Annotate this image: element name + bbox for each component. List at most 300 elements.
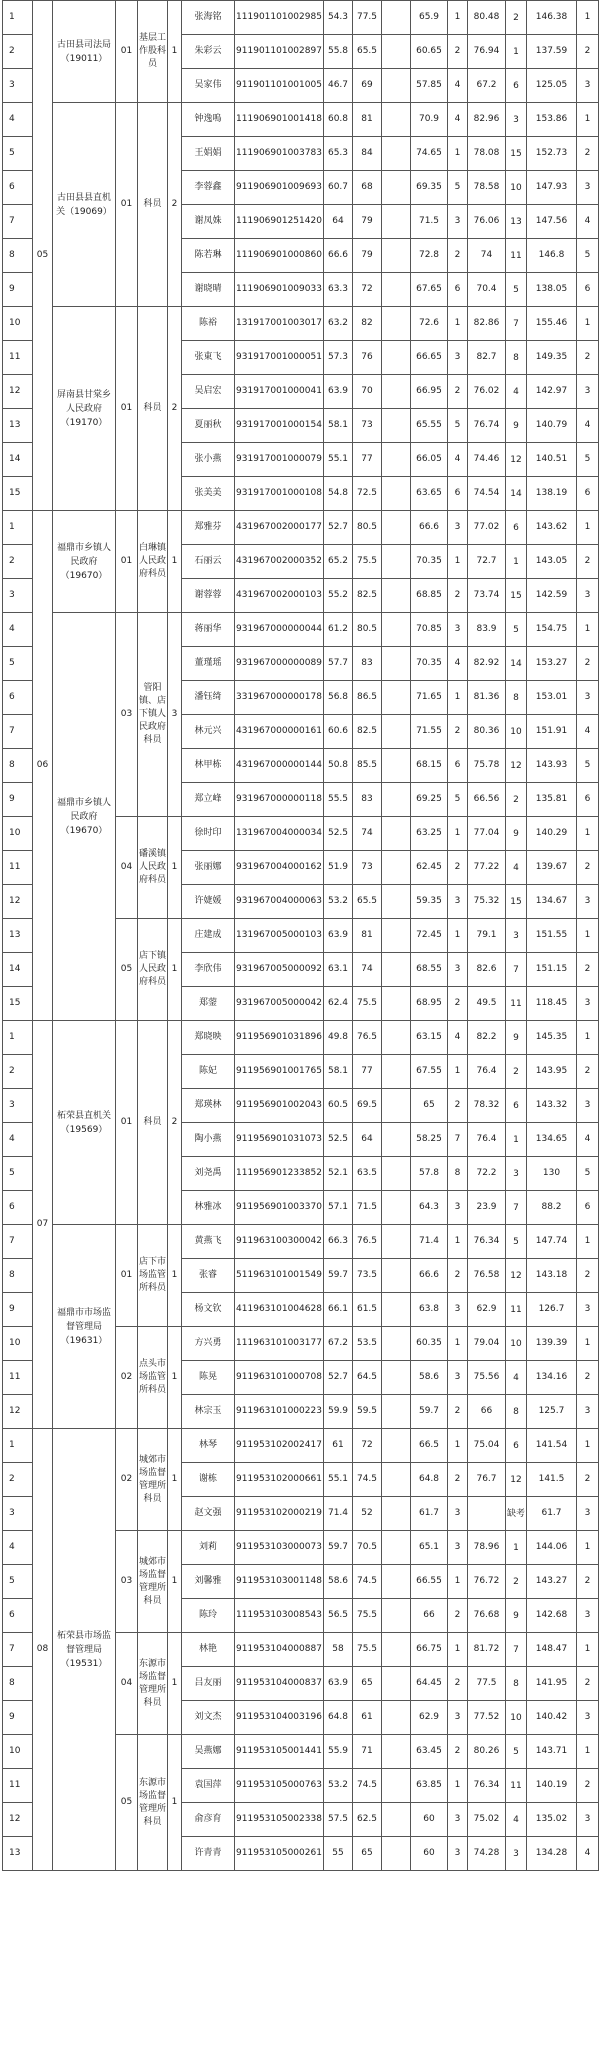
written-score: 53.2 [324, 885, 353, 919]
ticket-number: 931917001000154 [235, 409, 324, 443]
candidate-name: 陈玲 [182, 1599, 235, 1633]
post-quota: 3 [168, 613, 182, 817]
final-rank: 4 [506, 375, 527, 409]
ticket-number: 111963101003177 [235, 1327, 324, 1361]
unit-name: 福鼎市乡镇人民政府（19670） [53, 511, 116, 613]
total-score: 67.65 [411, 273, 448, 307]
total-score: 65.55 [411, 409, 448, 443]
overall-rank: 3 [577, 1701, 599, 1735]
dept-code: 07 [33, 1021, 53, 1429]
final-rank: 7 [506, 1633, 527, 1667]
total-rank: 3 [448, 1701, 468, 1735]
extra-score [382, 783, 411, 817]
ticket-number: 111906901000860 [235, 239, 324, 273]
total-score: 64.3 [411, 1191, 448, 1225]
written-score: 60.8 [324, 103, 353, 137]
overall-rank: 3 [577, 987, 599, 1021]
overall-score: 153.01 [527, 681, 577, 715]
total-score: 64.8 [411, 1463, 448, 1497]
final-score: 76.7 [468, 1463, 506, 1497]
overall-rank: 2 [577, 1769, 599, 1803]
interview-score: 83 [353, 647, 382, 681]
final-score: 74.46 [468, 443, 506, 477]
extra-score [382, 1769, 411, 1803]
total-score: 70.9 [411, 103, 448, 137]
total-score: 70.85 [411, 613, 448, 647]
total-rank: 1 [448, 137, 468, 171]
extra-score [382, 1599, 411, 1633]
written-score: 57.1 [324, 1191, 353, 1225]
total-score: 63.25 [411, 817, 448, 851]
overall-score: 141.54 [527, 1429, 577, 1463]
overall-rank: 1 [577, 613, 599, 647]
interview-score: 73 [353, 409, 382, 443]
overall-score: 138.05 [527, 273, 577, 307]
interview-score: 74.5 [353, 1769, 382, 1803]
ticket-number: 931967004000162 [235, 851, 324, 885]
interview-score: 61 [353, 1701, 382, 1735]
overall-score: 142.97 [527, 375, 577, 409]
ticket-number: 111906901001418 [235, 103, 324, 137]
total-score: 69.35 [411, 171, 448, 205]
total-rank: 6 [448, 749, 468, 783]
row-number: 5 [3, 1157, 33, 1191]
overall-rank: 2 [577, 1463, 599, 1497]
extra-score [382, 1089, 411, 1123]
ticket-number: 931917001000079 [235, 443, 324, 477]
total-score: 66.5 [411, 1429, 448, 1463]
overall-score: 153.86 [527, 103, 577, 137]
overall-score: 145.35 [527, 1021, 577, 1055]
final-score: 82.2 [468, 1021, 506, 1055]
candidate-name: 刘馨雅 [182, 1565, 235, 1599]
final-score: 77.22 [468, 851, 506, 885]
written-score: 65.2 [324, 545, 353, 579]
interview-score: 74.5 [353, 1565, 382, 1599]
candidate-name: 谢凤姝 [182, 205, 235, 239]
final-score: 67.2 [468, 69, 506, 103]
total-score: 64.45 [411, 1667, 448, 1701]
final-rank: 15 [506, 885, 527, 919]
row-number: 1 [3, 511, 33, 545]
candidate-name: 李欣伟 [182, 953, 235, 987]
total-rank: 1 [448, 545, 468, 579]
extra-score [382, 511, 411, 545]
overall-score: 149.35 [527, 341, 577, 375]
overall-score: 140.51 [527, 443, 577, 477]
final-score: 82.96 [468, 103, 506, 137]
final-score: 76.58 [468, 1259, 506, 1293]
overall-score: 142.68 [527, 1599, 577, 1633]
table-row [3, 103, 599, 137]
row-number: 11 [3, 341, 33, 375]
ticket-number: 111901101002985 [235, 1, 324, 35]
extra-score [382, 69, 411, 103]
final-rank: 3 [506, 1157, 527, 1191]
total-score: 71.55 [411, 715, 448, 749]
candidate-name: 袁国萍 [182, 1769, 235, 1803]
final-score: 77.02 [468, 511, 506, 545]
final-rank: 5 [506, 273, 527, 307]
total-score: 72.8 [411, 239, 448, 273]
candidate-name: 谢栋 [182, 1463, 235, 1497]
total-rank: 3 [448, 953, 468, 987]
candidate-name: 庄建成 [182, 919, 235, 953]
overall-score: 153.27 [527, 647, 577, 681]
total-rank: 3 [448, 1531, 468, 1565]
overall-score: 135.81 [527, 783, 577, 817]
extra-score [382, 1225, 411, 1259]
total-score: 58.25 [411, 1123, 448, 1157]
final-rank: 15 [506, 137, 527, 171]
row-number: 12 [3, 1803, 33, 1837]
unit-name: 屏南县甘棠乡人民政府（19170） [53, 307, 116, 511]
total-rank: 2 [448, 1463, 468, 1497]
overall-score: 143.32 [527, 1089, 577, 1123]
dept-code: 06 [33, 511, 53, 1021]
total-score: 68.15 [411, 749, 448, 783]
overall-rank: 3 [577, 1293, 599, 1327]
interview-score: 52 [353, 1497, 382, 1531]
final-score: 79.1 [468, 919, 506, 953]
overall-rank: 3 [577, 1395, 599, 1429]
extra-score [382, 1, 411, 35]
total-rank: 3 [448, 1191, 468, 1225]
extra-score [382, 953, 411, 987]
overall-rank: 1 [577, 817, 599, 851]
extra-score [382, 1531, 411, 1565]
overall-rank: 2 [577, 953, 599, 987]
score-table [2, 0, 599, 1871]
ticket-number: 911953104000887 [235, 1633, 324, 1667]
overall-score: 146.8 [527, 239, 577, 273]
total-rank: 6 [448, 477, 468, 511]
total-rank: 4 [448, 647, 468, 681]
ticket-number: 911953105000261 [235, 1837, 324, 1871]
total-score: 62.45 [411, 851, 448, 885]
row-number: 2 [3, 1463, 33, 1497]
candidate-name: 钟逸嗚 [182, 103, 235, 137]
interview-score: 75.5 [353, 1599, 382, 1633]
total-score: 57.8 [411, 1157, 448, 1191]
ticket-number: 411963101004628 [235, 1293, 324, 1327]
written-score: 52.7 [324, 511, 353, 545]
final-rank: 8 [506, 1667, 527, 1701]
row-number: 13 [3, 919, 33, 953]
interview-score: 84 [353, 137, 382, 171]
ticket-number: 911963100300042 [235, 1225, 324, 1259]
ticket-number: 911953104003196 [235, 1701, 324, 1735]
total-score: 70.35 [411, 545, 448, 579]
final-score: 74.54 [468, 477, 506, 511]
final-score: 75.78 [468, 749, 506, 783]
written-score: 64 [324, 205, 353, 239]
post-quota: 1 [168, 511, 182, 613]
candidate-name: 陈若琳 [182, 239, 235, 273]
overall-rank: 6 [577, 1191, 599, 1225]
ticket-number: 911953102002417 [235, 1429, 324, 1463]
final-score: 82.86 [468, 307, 506, 341]
overall-rank: 4 [577, 1123, 599, 1157]
total-score: 57.85 [411, 69, 448, 103]
interview-score: 77.5 [353, 1, 382, 35]
final-rank: 9 [506, 817, 527, 851]
total-rank: 3 [448, 1497, 468, 1531]
total-score: 71.4 [411, 1225, 448, 1259]
row-number: 2 [3, 545, 33, 579]
written-score: 55.1 [324, 1463, 353, 1497]
row-number: 9 [3, 1293, 33, 1327]
final-score: 81.72 [468, 1633, 506, 1667]
candidate-name: 王娟娟 [182, 137, 235, 171]
final-score: 76.02 [468, 375, 506, 409]
post-code: 03 [116, 613, 138, 817]
interview-score: 65 [353, 1667, 382, 1701]
interview-score: 53.5 [353, 1327, 382, 1361]
final-score: 81.36 [468, 681, 506, 715]
row-number: 13 [3, 1837, 33, 1871]
overall-score: 141.95 [527, 1667, 577, 1701]
extra-score [382, 1667, 411, 1701]
post-quota: 1 [168, 1735, 182, 1871]
row-number: 6 [3, 1599, 33, 1633]
interview-score: 79 [353, 239, 382, 273]
final-score: 76.74 [468, 409, 506, 443]
total-rank: 2 [448, 375, 468, 409]
total-score: 65 [411, 1089, 448, 1123]
candidate-name: 许青青 [182, 1837, 235, 1871]
final-score: 79.04 [468, 1327, 506, 1361]
post-code: 01 [116, 1, 138, 103]
final-rank: 12 [506, 443, 527, 477]
candidate-name: 徐时印 [182, 817, 235, 851]
dept-code: 08 [33, 1429, 53, 1871]
written-score: 49.8 [324, 1021, 353, 1055]
row-number: 1 [3, 1429, 33, 1463]
overall-score: 155.46 [527, 307, 577, 341]
total-score: 66.6 [411, 1259, 448, 1293]
ticket-number: 931967000000044 [235, 613, 324, 647]
overall-score: 134.67 [527, 885, 577, 919]
final-rank: 11 [506, 239, 527, 273]
final-rank: 14 [506, 647, 527, 681]
interview-score: 80.5 [353, 613, 382, 647]
row-number: 4 [3, 1531, 33, 1565]
post-quota: 2 [168, 1021, 182, 1225]
written-score: 59.9 [324, 1395, 353, 1429]
final-rank: 2 [506, 783, 527, 817]
final-rank: 5 [506, 1225, 527, 1259]
written-score: 67.2 [324, 1327, 353, 1361]
row-number: 3 [3, 1089, 33, 1123]
final-rank: 6 [506, 1429, 527, 1463]
extra-score [382, 1701, 411, 1735]
row-number: 14 [3, 443, 33, 477]
final-rank: 缺考 [506, 1497, 527, 1531]
unit-name: 柘荣县直机关（19569） [53, 1021, 116, 1225]
extra-score [382, 1803, 411, 1837]
overall-rank: 6 [577, 783, 599, 817]
extra-score [382, 1021, 411, 1055]
candidate-name: 张睿 [182, 1259, 235, 1293]
final-score: 73.74 [468, 579, 506, 613]
candidate-name: 林甲栋 [182, 749, 235, 783]
extra-score [382, 1565, 411, 1599]
post-title: 科员 [138, 1021, 168, 1225]
overall-score: 154.75 [527, 613, 577, 647]
row-number: 6 [3, 681, 33, 715]
extra-score [382, 885, 411, 919]
overall-score: 118.45 [527, 987, 577, 1021]
extra-score [382, 545, 411, 579]
total-rank: 1 [448, 307, 468, 341]
candidate-name: 李蓉鑫 [182, 171, 235, 205]
overall-rank: 3 [577, 1089, 599, 1123]
ticket-number: 911953105001441 [235, 1735, 324, 1769]
total-rank: 3 [448, 1803, 468, 1837]
table-row [3, 1429, 599, 1463]
total-rank: 2 [448, 1599, 468, 1633]
final-rank: 5 [506, 1735, 527, 1769]
total-rank: 2 [448, 35, 468, 69]
overall-rank: 3 [577, 1497, 599, 1531]
candidate-name: 刘尧禹 [182, 1157, 235, 1191]
overall-rank: 4 [577, 715, 599, 749]
total-rank: 2 [448, 1259, 468, 1293]
written-score: 55 [324, 1837, 353, 1871]
post-title: 东源市场监督管理所科员 [138, 1735, 168, 1871]
final-score: 80.48 [468, 1, 506, 35]
overall-score: 143.71 [527, 1735, 577, 1769]
overall-score: 143.05 [527, 545, 577, 579]
candidate-name: 陈裕 [182, 307, 235, 341]
unit-name: 福鼎市乡镇人民政府（19670） [53, 613, 116, 1021]
overall-rank: 2 [577, 137, 599, 171]
total-score: 59.7 [411, 1395, 448, 1429]
final-rank: 13 [506, 205, 527, 239]
ticket-number: 131967004000034 [235, 817, 324, 851]
candidate-name: 吴启宏 [182, 375, 235, 409]
row-number: 9 [3, 273, 33, 307]
overall-score: 151.91 [527, 715, 577, 749]
extra-score [382, 1837, 411, 1871]
written-score: 57.3 [324, 341, 353, 375]
ticket-number: 331967000000178 [235, 681, 324, 715]
ticket-number: 431967002000177 [235, 511, 324, 545]
extra-score [382, 1259, 411, 1293]
candidate-name: 方兴勇 [182, 1327, 235, 1361]
written-score: 52.5 [324, 817, 353, 851]
total-rank: 5 [448, 409, 468, 443]
row-number: 11 [3, 851, 33, 885]
overall-rank: 3 [577, 579, 599, 613]
row-number: 5 [3, 1565, 33, 1599]
final-rank: 9 [506, 1599, 527, 1633]
interview-score: 63.5 [353, 1157, 382, 1191]
overall-score: 135.02 [527, 1803, 577, 1837]
total-score: 65.9 [411, 1, 448, 35]
candidate-name: 郑晓映 [182, 1021, 235, 1055]
overall-score: 61.7 [527, 1497, 577, 1531]
overall-score: 134.28 [527, 1837, 577, 1871]
candidate-name: 刘莉 [182, 1531, 235, 1565]
final-score: 80.36 [468, 715, 506, 749]
ticket-number: 931917001000051 [235, 341, 324, 375]
final-score: 75.32 [468, 885, 506, 919]
final-score: 76.34 [468, 1769, 506, 1803]
row-number: 11 [3, 1361, 33, 1395]
extra-score [382, 1735, 411, 1769]
written-score: 71.4 [324, 1497, 353, 1531]
interview-score: 64 [353, 1123, 382, 1157]
ticket-number: 131967005000103 [235, 919, 324, 953]
post-title: 店下市场监管所科员 [138, 1225, 168, 1327]
overall-score: 138.19 [527, 477, 577, 511]
final-score: 77.5 [468, 1667, 506, 1701]
post-title: 白琳镇人民政府科员 [138, 511, 168, 613]
final-rank: 1 [506, 35, 527, 69]
written-score: 63.3 [324, 273, 353, 307]
overall-rank: 1 [577, 1531, 599, 1565]
row-number: 15 [3, 987, 33, 1021]
row-number: 6 [3, 171, 33, 205]
final-score: 76.68 [468, 1599, 506, 1633]
post-title: 城郊市场监督管理所科员 [138, 1429, 168, 1531]
final-score: 78.32 [468, 1089, 506, 1123]
final-score: 23.9 [468, 1191, 506, 1225]
post-quota: 1 [168, 1, 182, 103]
total-score: 71.5 [411, 205, 448, 239]
candidate-name: 谢晓晴 [182, 273, 235, 307]
extra-score [382, 1361, 411, 1395]
interview-score: 82 [353, 307, 382, 341]
candidate-name: 朱彩云 [182, 35, 235, 69]
final-score: 75.04 [468, 1429, 506, 1463]
candidate-name: 郑雅芬 [182, 511, 235, 545]
table-row [3, 1225, 599, 1259]
post-quota: 1 [168, 1633, 182, 1735]
overall-score: 143.93 [527, 749, 577, 783]
ticket-number: 911953105002338 [235, 1803, 324, 1837]
overall-rank: 1 [577, 103, 599, 137]
overall-rank: 3 [577, 375, 599, 409]
row-number: 8 [3, 1259, 33, 1293]
interview-score: 70.5 [353, 1531, 382, 1565]
ticket-number: 911953102000661 [235, 1463, 324, 1497]
dept-code: 05 [33, 1, 53, 511]
interview-score: 77 [353, 1055, 382, 1089]
final-score: 76.94 [468, 35, 506, 69]
total-score: 67.55 [411, 1055, 448, 1089]
post-code: 05 [116, 1735, 138, 1871]
row-number: 7 [3, 1225, 33, 1259]
post-code: 01 [116, 1021, 138, 1225]
written-score: 52.5 [324, 1123, 353, 1157]
final-rank: 9 [506, 1021, 527, 1055]
final-rank: 7 [506, 1191, 527, 1225]
candidate-name: 谢蓉蓉 [182, 579, 235, 613]
ticket-number: 431967000000144 [235, 749, 324, 783]
row-number: 12 [3, 885, 33, 919]
extra-score [382, 1327, 411, 1361]
interview-score: 77 [353, 443, 382, 477]
overall-rank: 3 [577, 69, 599, 103]
total-score: 66.05 [411, 443, 448, 477]
candidate-name: 郑蓥 [182, 987, 235, 1021]
candidate-name: 石丽云 [182, 545, 235, 579]
row-number: 1 [3, 1, 33, 35]
candidate-name: 吕友丽 [182, 1667, 235, 1701]
